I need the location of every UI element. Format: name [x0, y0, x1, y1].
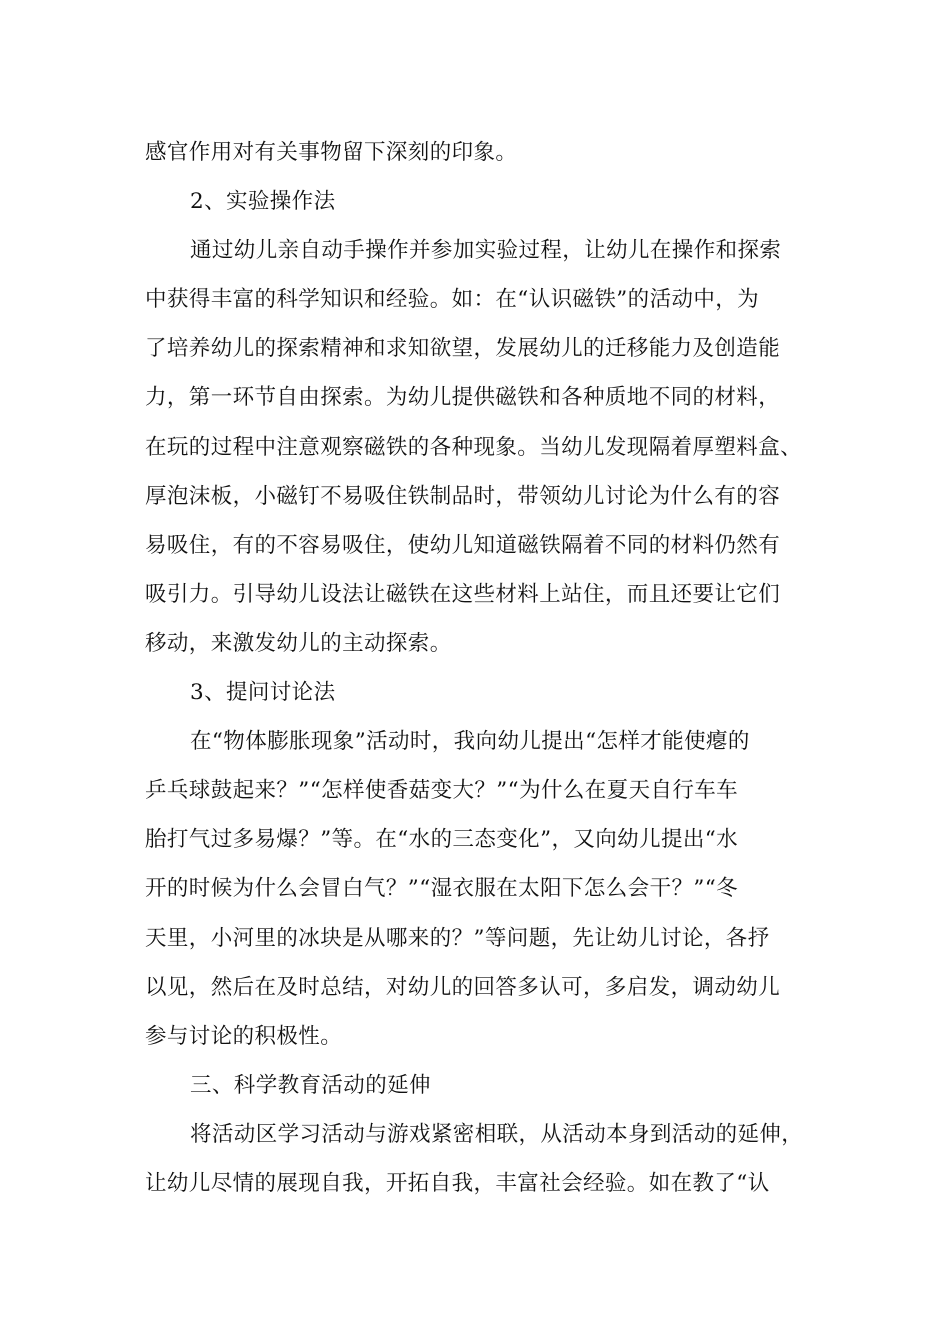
text-line: 在“物体膨胀现象”活动时，我向幼儿提出“怎样才能使瘪的 [190, 729, 750, 755]
text-line: 天里，小河里的冰块是从哪来的？”等问题，先让幼儿讨论，各抒 [145, 925, 770, 951]
text-line: 通过幼儿亲自动手操作并参加实验过程，让幼儿在操作和探索 [190, 238, 782, 264]
text-line: 移动，来激发幼儿的主动探索。 [145, 630, 452, 656]
text-line: 乒乓球鼓起来？”“怎样使香菇变大？”“为什么在夏天自行车车 [145, 778, 739, 804]
section-heading: 2、实验操作法 [190, 189, 336, 215]
text-line: 以见，然后在及时总结，对幼儿的回答多认可，多启发，调动幼儿 [145, 974, 781, 1000]
section-heading: 3、提问讨论法 [190, 680, 336, 706]
text-line: 吸引力。引导幼儿设法让磁铁在这些材料上站住，而且还要让它们 [145, 581, 781, 607]
text-line: 将活动区学习活动与游戏紧密相联，从活动本身到活动的延伸， [190, 1121, 804, 1147]
text-line: 厚泡沫板，小磁钉不易吸住铁制品时，带领幼儿讨论为什么有的容 [145, 483, 781, 509]
text-line: 在玩的过程中注意观察磁铁的各种现象。当幼儿发现隔着厚塑料盒、 [145, 434, 803, 460]
text-line: 参与讨论的积极性。 [145, 1023, 343, 1049]
document-body [145, 128, 825, 1208]
text-line: 了培养幼儿的探索精神和求知欲望，发展幼儿的迁移能力及创造能 [145, 336, 781, 362]
text-line: 易吸住，有的不容易吸住，使幼儿知道磁铁隔着不同的材料仍然有 [145, 532, 781, 558]
text-line: 中获得丰富的科学知识和经验。如：在“认识磁铁”的活动中，为 [145, 287, 760, 313]
text-line: 让幼儿尽情的展现自我，开拓自我，丰富社会经验。如在教了“认 [145, 1170, 770, 1196]
text-line: 胎打气过多易爆？”等。在“水的三态变化”，又向幼儿提出“水 [145, 827, 739, 853]
text-line: 力，第一环节自由探索。为幼儿提供磁铁和各种质地不同的材料， [145, 385, 781, 411]
section-heading: 三、科学教育活动的延伸 [190, 1072, 431, 1098]
text-line: 感官作用对有关事物留下深刻的印象。 [145, 140, 518, 165]
text-line: 开的时候为什么会冒白气？”“湿衣服在太阳下怎么会干？”“冬 [145, 876, 739, 902]
